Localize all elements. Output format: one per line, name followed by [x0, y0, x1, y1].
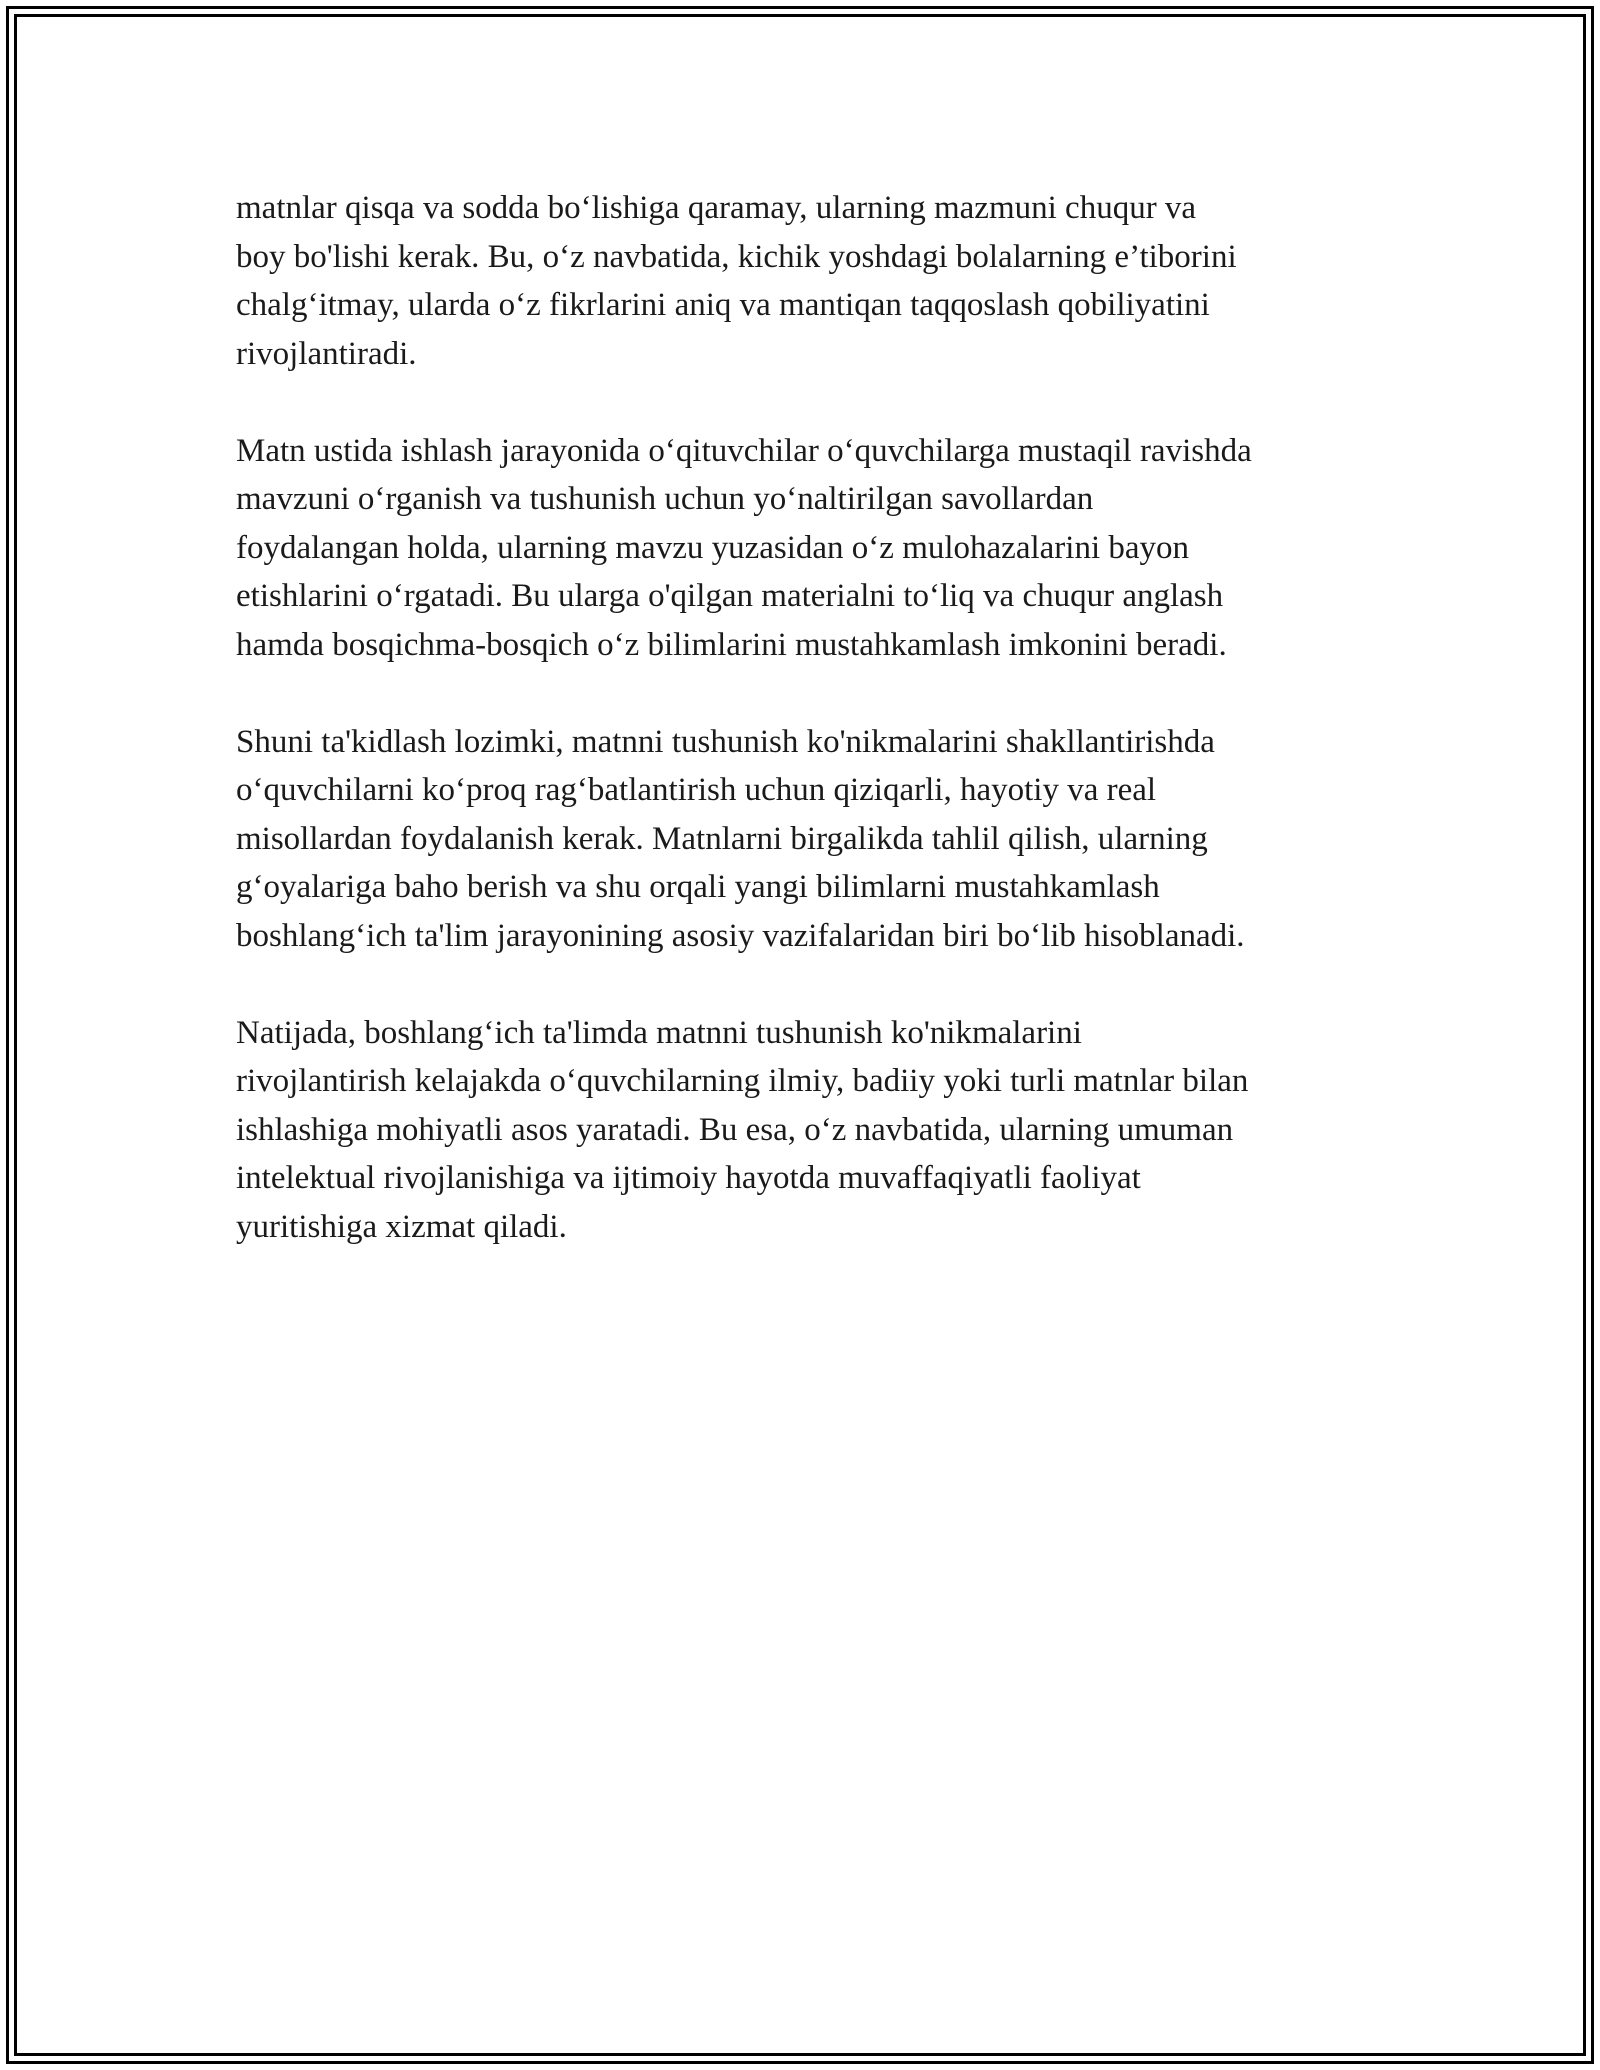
text-line: rivojlantiradi.: [236, 335, 417, 372]
text-line: yuritishiga xizmat qiladi.: [236, 1208, 567, 1245]
document-body: [236, 184, 1396, 1251]
paragraph-4: [236, 1009, 1396, 1252]
text-line: Shuni ta'kidlash lozimki, matnni tushunish ko'nikmalarini shakllantirishda: [236, 723, 1215, 760]
paragraph-3: [236, 718, 1396, 961]
text-line: o‘quvchilarni ko‘proq rag‘batlantirish uchun qiziqarli, hayotiy va real: [236, 772, 1157, 808]
text-line: misollardan foydalanish kerak. Matnlarni birgalikda tahlil qilish, ularning: [236, 820, 1208, 857]
text-line: ishlashiga mohiyatli asos yaratadi. Bu esa, o‘z navbatida, ularning umuman: [236, 1111, 1234, 1148]
text-line: g‘oyalariga baho berish va shu orqali yangi bilimlarni mustahkamlash: [236, 869, 1160, 905]
text-line: hamda bosqichma-bosqich o‘z bilimlarini mustahkamlash imkonini beradi.: [236, 626, 1227, 663]
text-line: rivojlantirish kelajakda o‘quvchilarning ilmiy, badiiy yoki turli matnlar bilan: [236, 1063, 1249, 1099]
text-line: etishlarini o‘rgatadi. Bu ularga o'qilgan materialni to‘liq va chuqur anglash: [236, 578, 1224, 614]
text-line: matnlar qisqa va sodda bo‘lishiga qaramay, ularning mazmuni chuqur va: [236, 190, 1197, 226]
text-line: Natijada, boshlang‘ich ta'limda matnni tushunish ko'nikmalarini: [236, 1014, 1082, 1051]
paragraph-2: [236, 427, 1396, 670]
text-line: boy bo'lishi kerak. Bu, o‘z navbatida, kichik yoshdagi bolalarning e’tiborini: [236, 238, 1237, 275]
text-line: foydalangan holda, ularning mavzu yuzasidan o‘z mulohazalarini bayon: [236, 529, 1190, 566]
text-line: Matn ustida ishlash jarayonida o‘qituvchilar o‘quvchilarga mustaqil ravishda: [236, 432, 1252, 469]
paragraph-1: [236, 184, 1396, 378]
text-line: chalg‘itmay, ularda o‘z fikrlarini aniq va mantiqan taqqoslash qobiliyatini: [236, 287, 1210, 323]
text-line: mavzuni o‘rganish va tushunish uchun yo‘naltirilgan savollardan: [236, 481, 1094, 517]
text-line: boshlang‘ich ta'lim jarayonining asosiy vazifalaridan biri bo‘lib hisoblanadi.: [236, 917, 1245, 954]
text-line: intelektual rivojlanishiga va ijtimoiy hayotda muvaffaqiyatli faoliyat: [236, 1160, 1141, 1196]
